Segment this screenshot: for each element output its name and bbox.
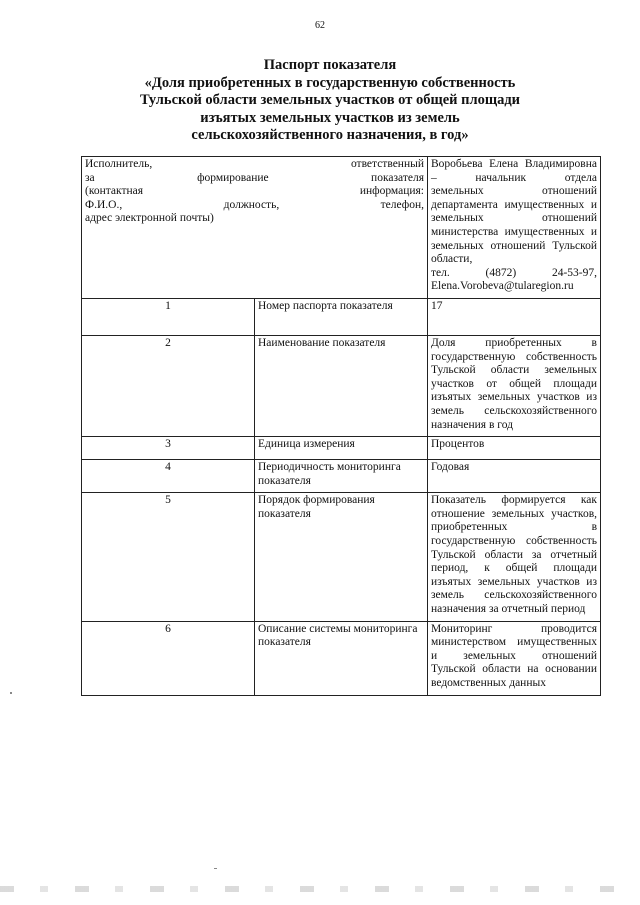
title-line: Тульской области земельных участков от общей площади (139, 92, 521, 108)
document-title (60, 57, 600, 145)
executor-label-line: Исполнитель, ответственный (85, 158, 424, 170)
executor-label-line: адрес электронной почты) (85, 212, 214, 225)
row-label: Наименование показателя (255, 335, 428, 436)
table-row (82, 460, 601, 493)
row-number: 3 (82, 437, 255, 460)
table-row (82, 621, 601, 695)
row-value: 17 (428, 298, 601, 335)
row-value: Годовая (428, 460, 601, 493)
row-label: Периодичность мониторинга показателя (255, 460, 428, 493)
scan-artifact-strip (0, 886, 640, 892)
passport-table (81, 156, 601, 696)
row-number: 4 (82, 460, 255, 493)
executor-label-line: за формирование показателя (85, 171, 424, 184)
row-label: Единица измерения (255, 437, 428, 460)
table-row (82, 335, 601, 436)
table-row (82, 298, 601, 335)
title-line: изъятых земельных участков из земель (200, 109, 460, 126)
executor-value-line: Воробьева Елена Владимировна – начальник отдела (431, 158, 597, 184)
table-row (82, 437, 601, 460)
row-value: Мониторинг проводится министерством имущественных и земельных отношений Тульской области на основании ведомственных данных (428, 621, 601, 695)
executor-label (82, 157, 428, 299)
title-line: сельскохозяйственного назначения, в год» (191, 127, 469, 143)
row-value: Показатель формируется как отношение земельных участков, приобретенных в государственную собственность Тульской области за отчетный период, к общей площади изъятых земельных участков из земель сельскохозяйственного назначения за отчетный период (428, 493, 601, 621)
executor-label-line: Ф.И.О., должность, телефон, (85, 198, 424, 211)
title-line: Паспорт показателя (263, 57, 397, 73)
scan-artifact (10, 692, 12, 694)
row-label: Описание системы мониторинга показателя (255, 621, 428, 695)
row-number: 2 (82, 335, 255, 436)
executor-value-line: земельных отношений Тульской области, (431, 239, 597, 266)
executor-value-line: тел. (4872) 24-53-97, Elena.Vorobeva@tularegion.ru (431, 266, 597, 293)
executor-value-line: земельных отношений департамента имущественных и (431, 185, 597, 211)
page-number: 62 (315, 20, 325, 31)
table-row (82, 493, 601, 621)
title-line: «Доля приобретенных в государственную собственность (144, 74, 516, 91)
executor-label-line: (контактная информация: (85, 185, 424, 198)
table-row-executor (82, 157, 601, 299)
row-label: Номер паспорта показателя (255, 298, 428, 335)
executor-value (428, 157, 601, 299)
row-value: Доля приобретенных в государственную собственность Тульской области земельных участков от общей площади изъятых земельных участков из земель сельскохозяйственного назначения в год (428, 335, 601, 436)
row-number: 1 (82, 298, 255, 335)
row-value: Процентов (428, 437, 601, 460)
row-number: 6 (82, 621, 255, 695)
executor-value-line: земельных отношений министерства имущественных и (431, 212, 597, 238)
row-label: Порядок формирования показателя (255, 493, 428, 621)
scan-artifact (214, 868, 217, 869)
row-number: 5 (82, 493, 255, 621)
